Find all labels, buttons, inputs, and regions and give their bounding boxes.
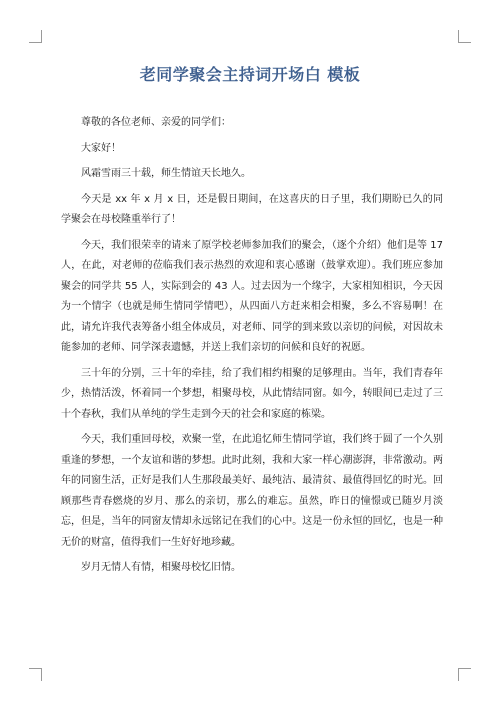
crop-mark-bottom-left (29, 668, 42, 681)
document-title: 老同学聚会主持词开场白 模板 (139, 65, 361, 84)
paragraph-salutation: 尊敬的各位老师、亲爱的同学们： (81, 117, 231, 128)
paragraph-reminiscence: 三十年的分别，三十年的牵挂，给了我们相约相聚的足够理由。当年，我们青春年少，热情活泼，怀着同一个梦想，相聚母校，从此情结同窗。如今，转眼间已走过了三十个春秋，我们从单纯的学生走到今天的社会和家庭的栋梁。 (61, 367, 443, 420)
paragraph-date: 今天是 xx 年 x 月 x 日，还是假日期间，在这喜庆的日子里，我们期盼已久的同学聚会在母校隆重举行了！ (61, 193, 443, 225)
paragraph-closing-line: 岁月无情人有情，相聚母校忆旧情。 (81, 562, 241, 573)
crop-mark-top-left (29, 30, 42, 43)
paragraph-greeting: 大家好！ (81, 142, 121, 154)
paragraph-reunion: 今天，我们重回母校，欢聚一堂，在此追忆师生情同学谊，我们终于圆了一个久别重逢的梦想，一个友谊和谐的梦想。此时此刻，我和大家一样心潮澎湃，非常激动。两年的同窗生活，正好是我们人生那段最美好、最纯洁、最清贫、最值得回忆的时光。回顾那些青春燃烧的岁月、那么的亲切，那么的难忘。虽然，昨日的憧憬或已随岁月淡忘，但是，当年的同窗友情却永远铭记在我们的心中。这是一份永恒的回忆，也是一种无价的财富，值得我们一生好好地珍藏。 (61, 434, 443, 548)
document-body (61, 113, 443, 584)
crop-mark-top-right (458, 30, 471, 43)
crop-mark-bottom-right (458, 668, 471, 681)
paragraph-welcome: 今天，我们很荣幸的请来了原学校老师参加我们的聚会，（逐个介绍）他们是等 17 人，在此，对老师的莅临我们表示热烈的欢迎和衷心感谢（鼓掌欢迎）。我们班应参加聚会的同学共 55 人，实际到会的 43 人。过去因为一个缘字，大家相知相识，今天因为一个情字（也就是师生情同学情吧），从四面八方赶来相会相聚，多么不容易啊！在此，请允许我代表筹备小组全体成员，对老师、同学的到来致以亲切的问候，对因故未能参加的老师、同学深表遗憾，并送上我们亲切的问候和良好的祝愿。 (61, 239, 443, 353)
paragraph-opening-line: 风霜雪雨三十载，师生情谊天长地久。 (81, 168, 251, 179)
